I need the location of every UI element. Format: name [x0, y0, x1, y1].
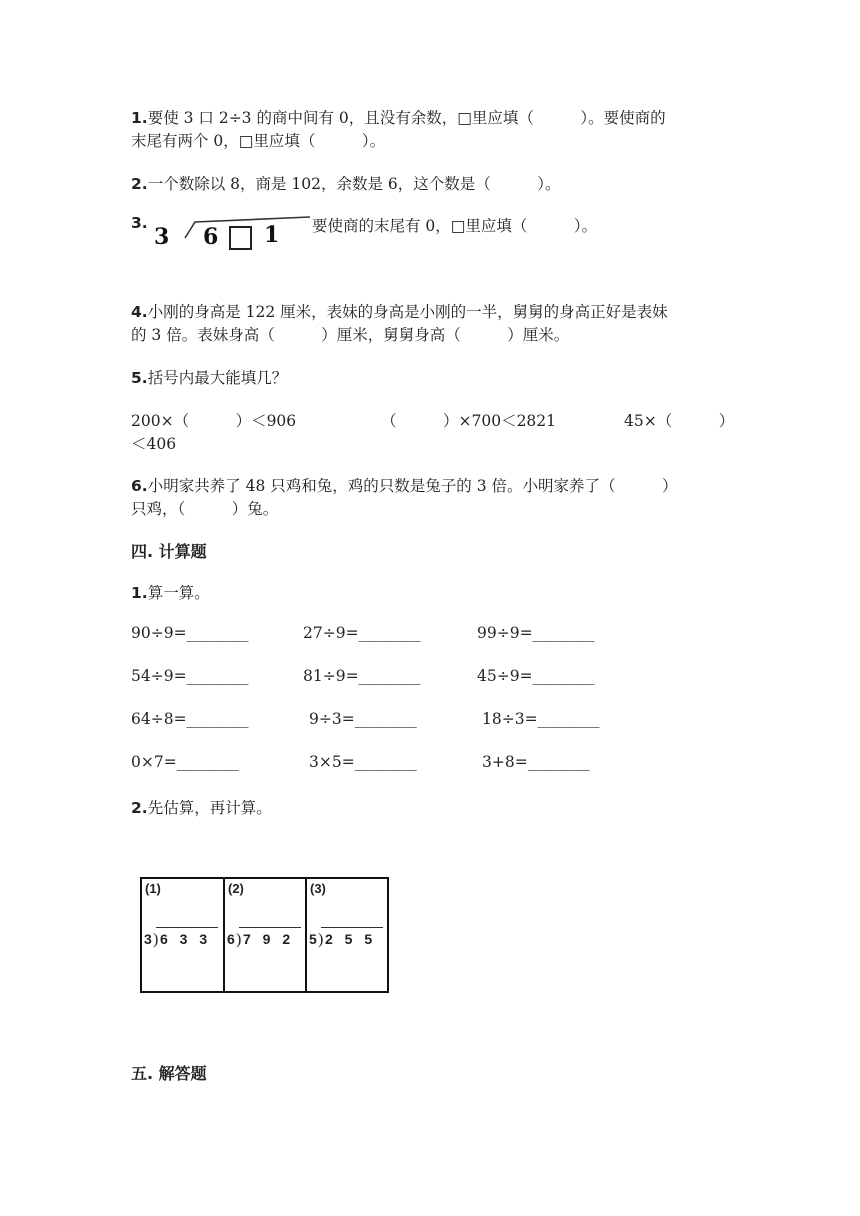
problem-text: 算一算。 — [147, 584, 210, 602]
question-text-line1: 小明家共养了 48 只鸡和兔，鸡的只数是兔子的 3 倍。小明家养了（ ） — [147, 477, 678, 495]
problem-text: 先估算，再计算。 — [147, 799, 272, 817]
question-3 — [131, 214, 148, 232]
inequality-b: （ ）×700＜2821 — [381, 412, 557, 430]
question-number: 4. — [131, 303, 148, 321]
calc-item: 18÷3=________ — [482, 710, 600, 728]
calc-item: 81÷9=________ — [303, 667, 421, 685]
division-bar — [156, 927, 218, 928]
problem-1 — [131, 581, 210, 603]
dividend: 7 9 2 — [243, 931, 291, 947]
cell-label: (3) — [310, 881, 326, 896]
question-6-line2: 只鸡，（ ）兔。 — [131, 500, 279, 518]
division-bar — [239, 927, 301, 928]
calc-item: 54÷9=________ — [131, 667, 249, 685]
cell-label: (2) — [228, 881, 244, 896]
inequality-c-part2: ＜406 — [131, 435, 177, 453]
question-5 — [131, 366, 287, 388]
estimate-cell-2 — [225, 879, 307, 991]
estimate-grid — [140, 877, 389, 993]
estimate-cell-3 — [307, 879, 387, 991]
question-1 — [131, 106, 666, 128]
calc-item: 27÷9=________ — [303, 624, 421, 642]
division-bracket-drawing — [150, 208, 310, 258]
calc-item: 3×5=________ — [309, 753, 417, 771]
inequality-a: 200×（ ）＜906 — [131, 412, 297, 430]
question-number: 1. — [131, 109, 148, 127]
division-bracket: ) — [236, 931, 242, 948]
section-title-calculation: 四. 计算题 — [131, 542, 207, 561]
cell-label: (1) — [145, 881, 161, 896]
question-text: 括号内最大能填几？ — [147, 369, 288, 387]
question-4 — [131, 300, 668, 322]
divisor: 5 — [309, 931, 317, 947]
calc-item: 3+8=________ — [482, 753, 590, 771]
divisor: 3 — [144, 931, 152, 947]
question-number: 5. — [131, 369, 148, 387]
division-bracket: ) — [318, 931, 324, 948]
division-bar — [321, 927, 383, 928]
divisor: 6 — [227, 931, 235, 947]
calc-item: 99÷9=________ — [477, 624, 595, 642]
calc-item: 0×7=________ — [131, 753, 239, 771]
question-6 — [131, 474, 677, 496]
calc-item: 9÷3=________ — [309, 710, 417, 728]
question-4-line2: 的 3 倍。表妹身高（ ）厘米，舅舅身高（ ）厘米。 — [131, 326, 570, 344]
estimate-cell-1 — [142, 879, 225, 991]
question-text: 一个数除以 8，商是 102，余数是 6，这个数是（ ）。 — [147, 175, 561, 193]
question-text-line1: 小刚的身高是 122 厘米，表妹的身高是小刚的一半，舅舅的身高正好是表妹 — [147, 303, 668, 321]
calc-item: 90÷9=________ — [131, 624, 249, 642]
long-division-image — [150, 208, 310, 258]
dividend: 6 3 3 — [160, 931, 208, 947]
division-digit-1: 6 — [203, 224, 219, 250]
question-number: 3. — [131, 214, 148, 232]
problem-number: 1. — [131, 584, 148, 602]
problem-2 — [131, 796, 272, 818]
dividend: 2 5 5 — [325, 931, 373, 947]
question-2 — [131, 172, 561, 194]
division-bracket: ) — [153, 931, 159, 948]
division-divisor: 3 — [154, 224, 170, 250]
question-number: 2. — [131, 175, 148, 193]
question-number: 6. — [131, 477, 148, 495]
section-title-answer: 五. 解答题 — [131, 1064, 207, 1083]
problem-number: 2. — [131, 799, 148, 817]
question-text-line1: 要使 3 口 2÷3 的商中间有 0，且没有余数，□里应填（ ）。要使商的 — [147, 109, 666, 127]
calc-item: 64÷8=________ — [131, 710, 249, 728]
division-digit-3: 1 — [264, 222, 280, 248]
inequality-c-part1: 45×（ ） — [624, 412, 735, 430]
question-1-line2: 末尾有两个 0，□里应填（ ）。 — [131, 132, 386, 150]
calc-item: 45÷9=________ — [477, 667, 595, 685]
question-3-text: 要使商的末尾有 0，□里应填（ ）。 — [312, 217, 598, 235]
